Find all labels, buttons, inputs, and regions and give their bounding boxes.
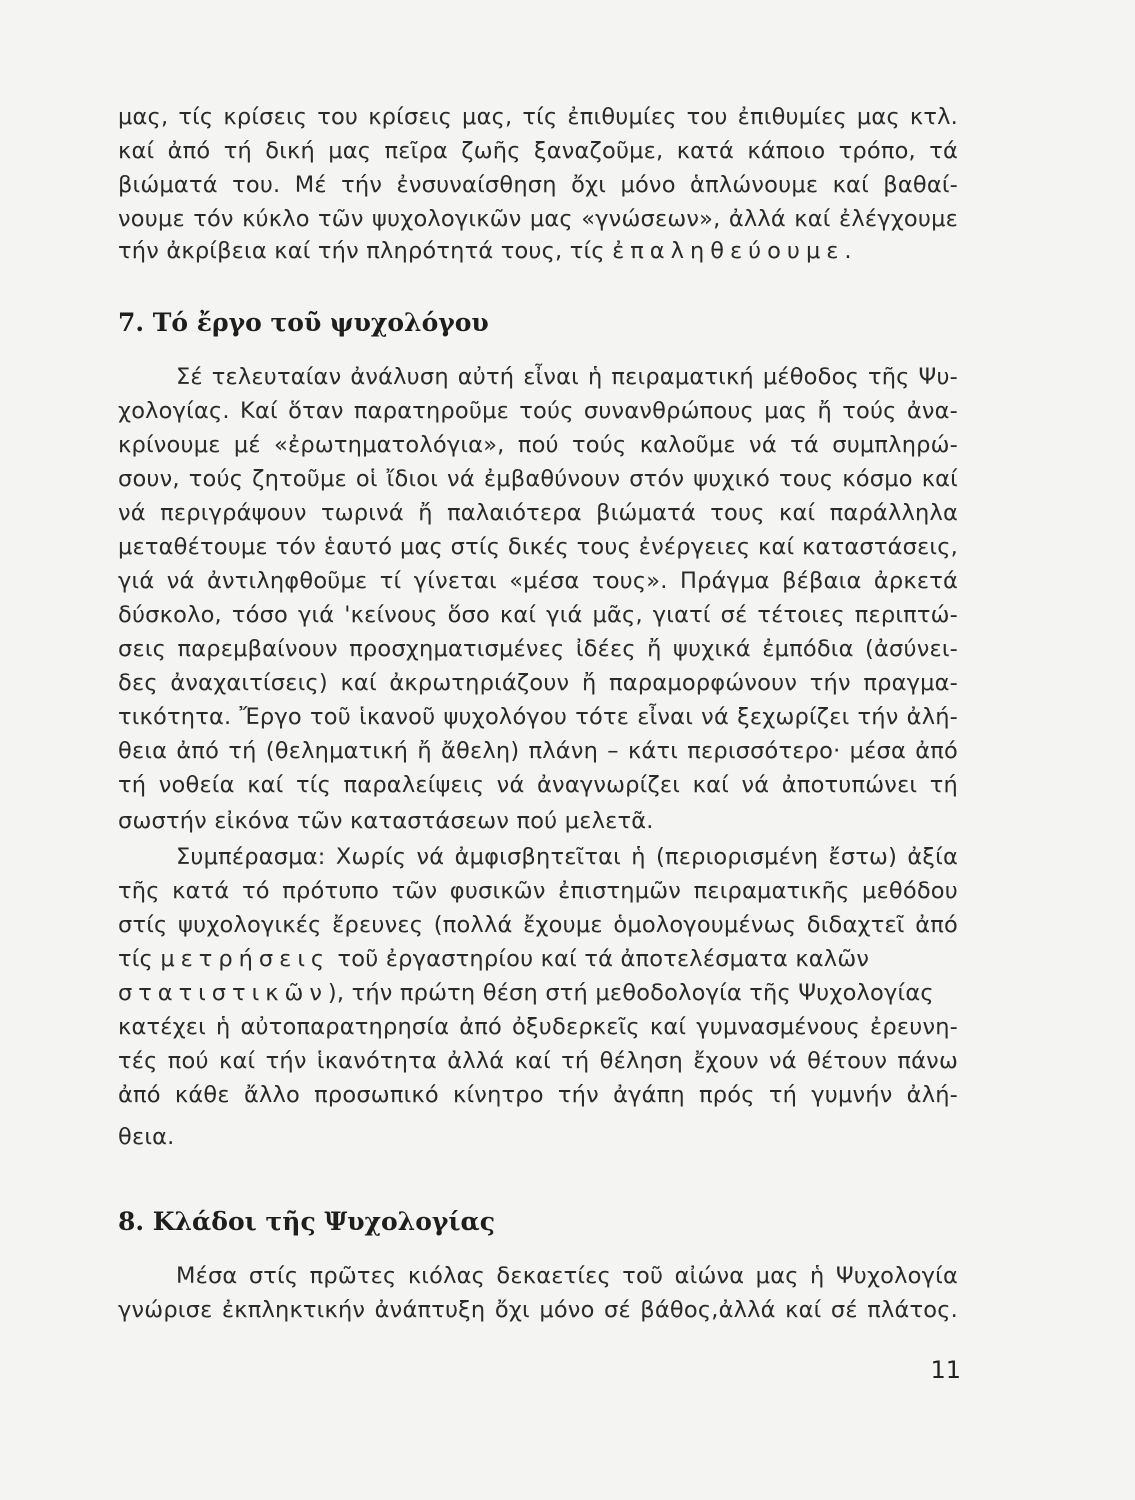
text-line: Συμπέρασμα: Χωρίς νά ἀμφισβητεῖται ἡ (περιορισμένη ἔστω) ἀξία: [176, 844, 958, 870]
text-line: καί ἀπό τή δική μας πεῖρα ζωῆς ξαναζοῦμε, κατά κάποιο τρόπο, τά: [118, 138, 958, 164]
text-line: ἀπό κάθε ἄλλο προσωπικό κίνητρο τήν ἀγάπη πρός τή γυμνήν ἀλή-: [118, 1082, 958, 1108]
text-line: Σέ τελευταίαν ἀνάλυση αὐτή εἶναι ἡ πειραματική μέθοδος τῆς Ψυ-: [176, 364, 958, 390]
text-line: κατέχει ἡ αὐτοπαρατηρησία ἀπό ὀξυδερκεῖς καί γυμνασμένους ἐρευνη-: [118, 1014, 958, 1040]
spaced-emphasis: στατιστικῶν: [118, 980, 328, 1006]
text-line: νουμε τόν κύκλο τῶν ψυχολογικῶν μας «γνώσεων», ἀλλά καί ἐλέγχουμε: [118, 206, 958, 232]
text-line: σουν, τούς ζητοῦμε οἱ ἴδιοι νά ἐμβαθύνουν στόν ψυχικό τους κόσμο καί: [118, 466, 958, 492]
text-line: κρίνουμε μέ «ἐρωτηματολόγια», πού τούς καλοῦμε νά τά συμπληρώ-: [118, 432, 958, 458]
text-line: [118, 978, 958, 1008]
text-segment: ), τήν πρώτη θέση στή μεθοδολογία τῆς Ψυχολογίας: [327, 980, 934, 1006]
page-number: 11: [930, 1356, 961, 1384]
text-line: χολογίας. Καί ὅταν παρατηροῦμε τούς συνανθρώπους μας ἤ τούς ἀνα-: [118, 398, 958, 424]
text-segment: τίς: [118, 946, 161, 972]
text-line: τή νοθεία καί τίς παραλείψεις νά ἀναγνωρίζει καί νά ἀποτυπώνει τή: [118, 772, 958, 798]
section-heading: 8. Κλάδοι τῆς Ψυχολογίας: [118, 1207, 495, 1236]
text-line: γιά νά ἀντιληφθοῦμε τί γίνεται «μέσα τους». Πράγμα βέβαια ἀρκετά: [118, 568, 958, 594]
text-line: γνώρισε ἐκπληκτικήν ἀνάπτυξη ὄχι μόνο σέ βάθος,ἀλλά καί σέ πλάτος.: [118, 1297, 958, 1323]
text-line: τές πού καί τήν ἱκανότητα ἀλλά καί τή θέληση ἔχουν νά θέτουν πάνω: [118, 1048, 958, 1074]
text-line: θεια ἀπό τή (θεληματική ἤ ἄθελη) πλάνη – κάτι περισσότερο· μέσα ἀπό: [118, 738, 958, 764]
text-line: νά περιγράψουν τωρινά ἤ παλαιότερα βιώματά τους καί παράλληλα: [118, 500, 958, 526]
text-line: θεια.: [118, 1124, 175, 1150]
text-line: τικότητα. Ἔργο τοῦ ἱκανοῦ ψυχολόγου τότε εἶναι νά ξεχωρίζει τήν ἀλή-: [118, 704, 958, 730]
spaced-emphasis: ἐπαληθεύουμε.: [612, 238, 858, 264]
spaced-emphasis: μετρήσεις: [160, 946, 331, 972]
text-line: [118, 944, 958, 974]
text-line: βιώματά του. Μέ τήν ἐνσυναίσθηση ὄχι μόνο ἁπλώνουμε καί βαθαί-: [118, 172, 958, 198]
text-line: δες ἀναχαιτίσεις) καί ἀκρωτηριάζουν ἤ παραμορφώνουν τήν πραγμα-: [118, 670, 958, 696]
text-line: μας, τίς κρίσεις του κρίσεις μας, τίς ἐπιθυμίες του ἐπιθυμίες μας κτλ.: [118, 104, 958, 130]
text-line: τῆς κατά τό πρότυπο τῶν φυσικῶν ἐπιστημῶν πειραματικῆς μεθόδου: [118, 878, 958, 904]
text-line: [118, 236, 958, 266]
text-line: μεταθέτουμε τόν ἑαυτό μας στίς δικές τους ἐνέργειες καί καταστάσεις,: [118, 534, 958, 560]
text-segment: τοῦ ἐργαστηρίου καί τά ἀποτελέσματα καλῶν: [330, 946, 870, 972]
text-line: σωστήν εἰκόνα τῶν καταστάσεων πού μελετᾶ.: [118, 808, 654, 834]
text-line: Μέσα στίς πρῶτες κιόλας δεκαετίες τοῦ αἰώνα μας ἡ Ψυχολογία: [176, 1263, 958, 1289]
text-line: στίς ψυχολογικές ἔρευνες (πολλά ἔχουμε ὁμολογουμένως διδαχτεῖ ἀπό: [118, 912, 958, 938]
section-heading: 7. Τό ἔργο τοῦ ψυχολόγου: [118, 308, 489, 337]
text-segment: τήν ἀκρίβεια καί τήν πληρότητά τους, τίς: [118, 238, 613, 264]
text-line: δύσκολο, τόσο γιά 'κείνους ὅσο καί γιά μᾶς, γιατί σέ τέτοιες περιπτώ-: [118, 602, 958, 628]
text-line: σεις παρεμβαίνουν προσχηματισμένες ἰδέες ἤ ψυχικά ἐμπόδια (ἀσύνει-: [118, 636, 958, 662]
